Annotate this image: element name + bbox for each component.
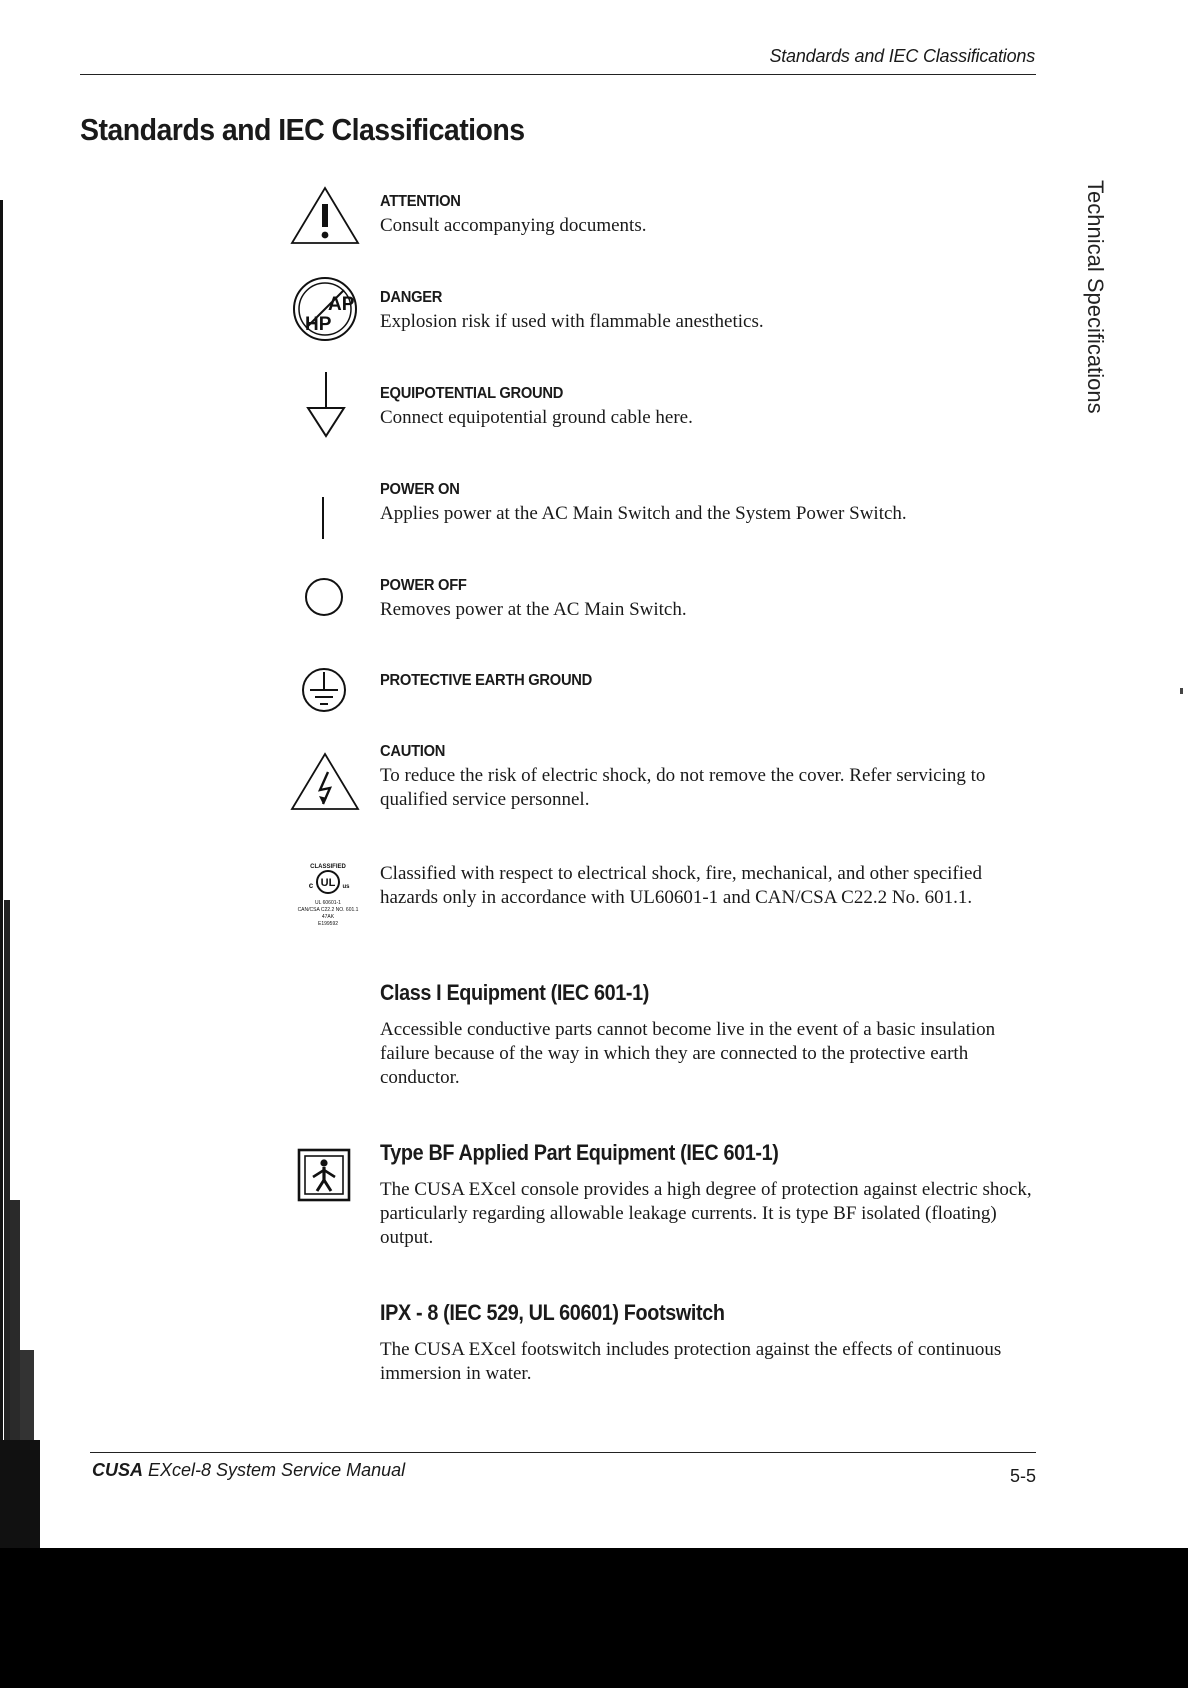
footer-rule xyxy=(90,1452,1036,1453)
ad-symbol-top-text: AP xyxy=(328,294,355,315)
ul-mark-top-text: CLASSIFIED xyxy=(310,864,346,870)
symbol-label: POWER OFF xyxy=(380,577,467,594)
scan-bottom-shadow xyxy=(0,1548,1188,1688)
footer-title-text: EXcel-8 System Service Manual xyxy=(143,1460,406,1480)
symbol-label: EQUIPOTENTIAL GROUND xyxy=(380,385,564,402)
section-text: Accessible conductive parts cannot become live in the event of a basic insulation failure because of the way in which they are connected to the protective earth conductor. xyxy=(380,1019,996,1088)
scan-speck xyxy=(1180,688,1183,694)
ul-mark-line: UL 60601-1 xyxy=(315,900,341,906)
section-type-bf-applied-part xyxy=(380,1140,1040,1250)
symbol-entry-caution xyxy=(380,743,1030,812)
ul-mark-line: E199592 xyxy=(317,921,339,927)
ad-symbol-bottom-text: HP xyxy=(305,314,332,335)
electric-shock-warning-icon xyxy=(290,752,360,812)
symbol-entry-power-on xyxy=(380,481,1030,526)
section-text: The CUSA EXcel footswitch includes protection against the effects of continuous immersion in water. xyxy=(380,1339,1002,1384)
ul-mark-left-text: c xyxy=(308,881,314,890)
symbol-entry-ul-classification xyxy=(380,862,1030,910)
section-class-i-equipment xyxy=(380,980,1040,1090)
attention-warning-icon xyxy=(290,186,360,246)
footer-manual-title xyxy=(92,1460,405,1481)
anesthetic-proof-icon xyxy=(292,276,358,342)
section-ipx8-footswitch xyxy=(380,1300,1040,1386)
type-bf-applied-part-icon xyxy=(297,1148,351,1202)
section-heading: Type BF Applied Part Equipment (IEC 601-1) xyxy=(380,1140,779,1165)
symbol-entry-protective-earth-ground xyxy=(380,672,1030,693)
page-title: Standards and IEC Classifications xyxy=(80,112,525,147)
section-text: The CUSA EXcel console provides a high degree of protection against electric shock, particularly regarding allowable leakage currents. It is type BF isolated (floating) output. xyxy=(380,1179,1032,1248)
symbol-description: Removes power at the AC Main Switch. xyxy=(380,599,687,620)
side-tab xyxy=(1083,180,1116,420)
running-header: Standards and IEC Classifications xyxy=(769,46,1035,66)
symbol-description: Consult accompanying documents. xyxy=(380,215,647,236)
symbol-entry-danger xyxy=(380,289,1030,334)
symbol-label: ATTENTION xyxy=(380,193,461,210)
footer-brand: CUSA xyxy=(92,1460,144,1480)
symbol-description: Applies power at the AC Main Switch and the System Power Switch. xyxy=(380,503,907,524)
power-on-icon xyxy=(318,496,328,540)
symbol-label: POWER ON xyxy=(380,481,460,498)
header-rule xyxy=(80,74,1036,75)
equipotential-ground-icon xyxy=(304,370,348,440)
protective-earth-ground-icon xyxy=(300,666,348,714)
symbol-entry-attention xyxy=(380,193,1030,238)
symbol-entry-power-off xyxy=(380,577,1030,622)
ul-mark-line: CAN/CSA C22.2 NO. 601.1 xyxy=(297,907,359,913)
symbol-description: Explosion risk if used with flammable anesthetics. xyxy=(380,311,764,332)
symbol-label: CAUTION xyxy=(380,743,446,760)
ul-mark-line: 47AK xyxy=(321,914,335,920)
symbol-label: DANGER xyxy=(380,289,443,306)
section-heading: Class I Equipment (IEC 601-1) xyxy=(380,980,650,1005)
symbol-description: To reduce the risk of electric shock, do not remove the cover. Refer servicing to qualified service personnel. xyxy=(380,765,986,810)
power-off-icon xyxy=(303,576,345,618)
ul-mark-right-text: us xyxy=(342,884,350,890)
side-tab-label: Technical Specifications xyxy=(1083,180,1108,414)
symbol-entry-equipotential-ground xyxy=(380,385,1030,430)
symbol-description: Connect equipotential ground cable here. xyxy=(380,407,693,428)
symbol-label: PROTECTIVE EARTH GROUND xyxy=(380,672,593,689)
section-heading: IPX - 8 (IEC 529, UL 60601) Footswitch xyxy=(380,1300,725,1325)
ul-classified-mark-icon xyxy=(286,858,370,942)
ul-mark-center-text: UL xyxy=(320,877,336,889)
page-number: 5-5 xyxy=(1009,1466,1036,1486)
symbol-description: Classified with respect to electrical shock, fire, mechanical, and other specified hazards only in accordance with UL60601-1 and CAN/CSA C22.2 No. 601.1. xyxy=(380,863,982,908)
scan-binding-edge xyxy=(0,200,40,1550)
